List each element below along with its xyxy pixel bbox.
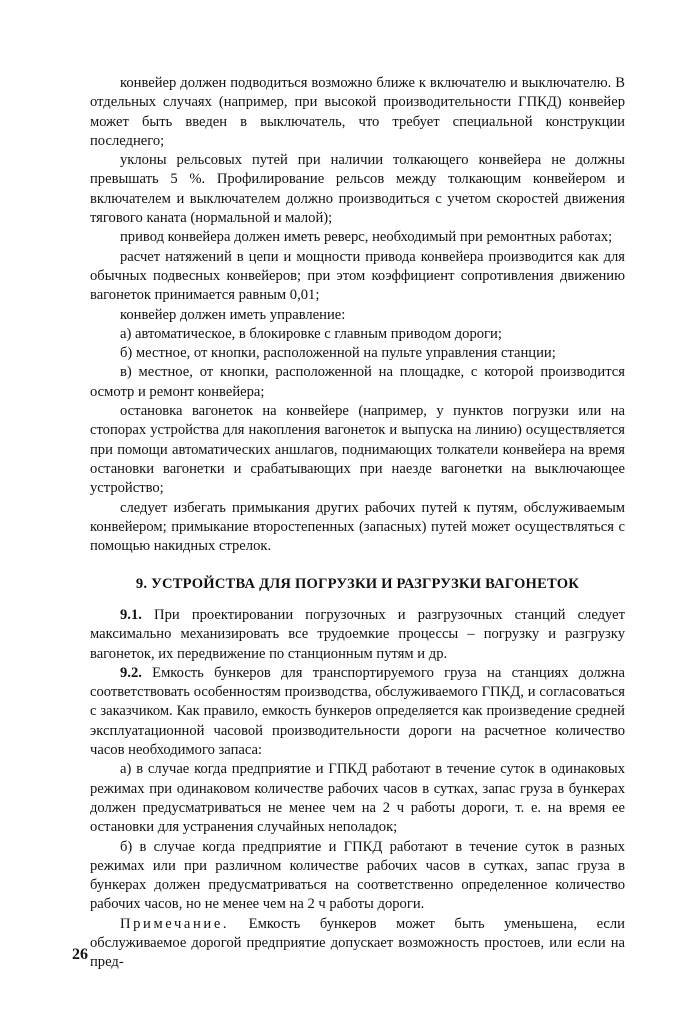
list-item-bunker-a: а) в случае когда предприятие и ГПКД работают в течение суток в одинаковых режимах при одинаковом количестве рабочих часов в сутках, запас груза в бункерах должен предусматриваться не менее чем на 2 ч работы дороги, т. е. на время ее остановки для устранения случайных неполадок; (90, 761, 625, 836)
paragraph-number: 9.2. (120, 664, 142, 681)
section-heading: 9. УСТРОЙСТВА ДЛЯ ПОГРУЗКИ И РАЗГРУЗКИ ВАГОНЕТОК (135, 576, 580, 592)
paragraph-drive-reverse: привод конвейера должен иметь реверс, необходимый при ремонтных работах; (120, 229, 613, 246)
top-text-block (90, 74, 625, 556)
paragraph-rail-slopes: уклоны рельсовых путей при наличии толкающего конвейера не должны превышать 5 %. Профилирование рельсов между толкающим конвейером и включателем и выключателем должно производиться с учетом скоростей движения тягового каната (нормальной и малой); (90, 152, 625, 227)
paragraph-tension-calculation: расчет натяжений в цепи и мощности привода конвейера производится как для обычных подвесных конвейеров; при этом коэффициент сопротивления движению вагонеток принимается равным 0,01; (90, 248, 625, 304)
note-paragraph (90, 915, 625, 973)
note-label: Примечание. (120, 915, 230, 932)
paragraph-9-1 (90, 606, 625, 664)
paragraph-number: 9.1. (120, 607, 142, 623)
paragraph-text: Емкость бункеров для транспортируемого груза на станциях должна соответствовать особенностям производства, обслуживаемого ГПКД, и согласоваться с заказчиком. Как правило, емкость бункеров определяется как произведение средней эксплуатационной часовой производительности дороги на расчетное количество часов необходимого запаса: (90, 664, 625, 759)
list-item-control-c: в) местное, от кнопки, расположенной на площадке, с которой производится осмотр и ремонт конвейера; (90, 364, 625, 400)
list-item-bunker-b: б) в случае когда предприятие и ГПКД работают в течение суток в разных режимах или при различном количестве рабочих часов в сутках, запас груза в бункерах должен предусматриваться на соответственно определенное количество рабочих часов, но не менее чем на 2 ч работы дороги. (90, 838, 625, 913)
note-text: Емкость бункеров может быть уменьшена, если обслуживаемое дорогой предприятие допускает возможность простоев, или если на пред- (90, 915, 625, 971)
paragraph-control-intro: конвейер должен иметь управление: (120, 306, 346, 323)
paragraph-conveyor-placement: конвейер должен подводиться возможно ближе к включателю и выключателю. В отдельных случаях (например, при высокой производительности ГПКД) конвейер может быть введен в выключатель, что требует специальной конструкции последнего; (90, 75, 625, 149)
paragraph-text: При проектировании погрузочных и разгрузочных станций следует максимально механизировать все трудоемкие процессы – погрузку и разгрузку вагонеток, их передвижение по станционным путям и др. (90, 607, 625, 662)
page-number: 26 (72, 946, 88, 963)
paragraph-wagon-stopping: остановка вагонеток на конвейере (например, у пунктов погрузки или на стопорах устройства для накопления вагонеток и выпуска на линию) осуществляется при помощи автоматических аншлагов, поднимающих толкатели конвейера на время остановки вагонетки и срабатывающих при наезде вагонетки на выключающее устройство; (90, 403, 625, 497)
paragraph-track-junctions: следует избегать примыкания других рабочих путей к путям, обслуживаемым конвейером; примыкание второстепенных (запасных) путей может осуществляться с помощью накидных стрелок. (90, 499, 625, 555)
bottom-text-block (90, 606, 625, 973)
list-item-control-b: б) местное, от кнопки, расположенной на пульте управления станции; (120, 345, 556, 362)
paragraph-9-2 (90, 664, 625, 760)
list-item-control-a: а) автоматическое, в блокировке с главным приводом дороги; (120, 325, 502, 342)
